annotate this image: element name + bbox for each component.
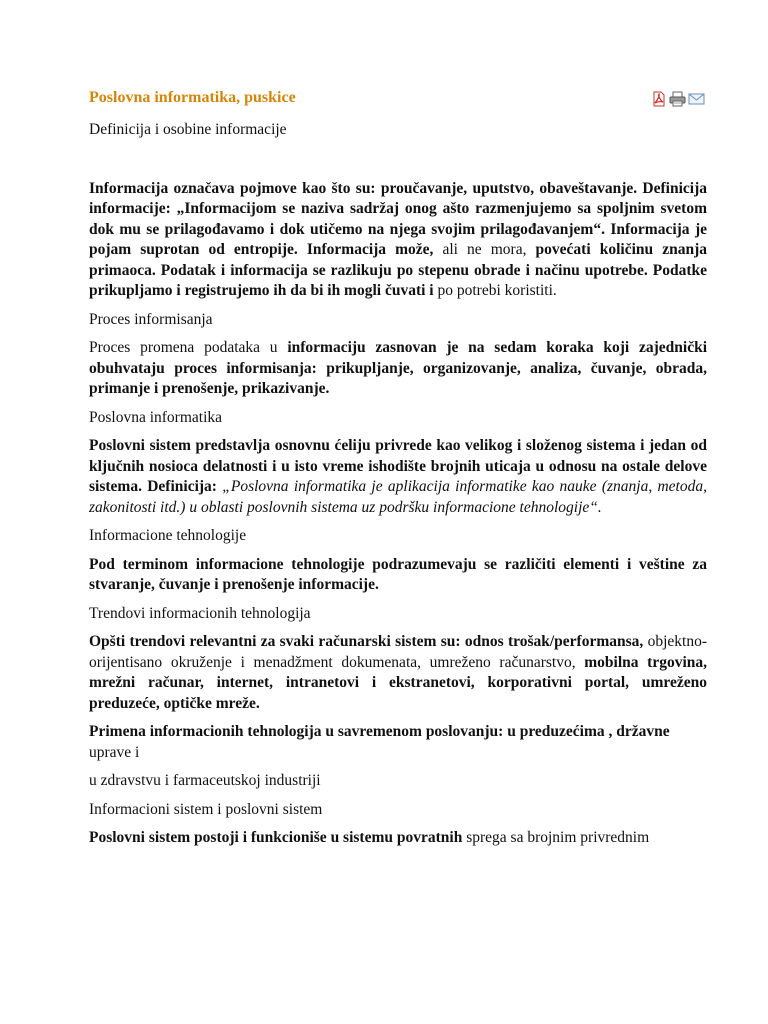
document-toolbar [651,91,705,107]
page-title: Poslovna informatika, puskice [89,89,296,106]
article-body [89,120,707,849]
paragraph-business-system: Poslovni sistem postoji i funkcioniše u sistemu povratnih sprega sa brojnim privrednim [89,829,650,846]
section-heading: Informacioni sistem i poslovni sistem [89,800,323,818]
paragraph-business-informatics: Poslovni sistem predstavlja osnovnu ćeliju privrede kao velikog i složenog sistema i jedan od ključnih nosioca delatnosti i u isto vreme ishodište brojnih uticaja u odnosu na ostale delove sistema. Definicija: „Poslovna informatika je aplikacija informatike kao nauke (znanja, metoda, zakonitosti itd.) u oblasti poslovnih sistema uz podršku informacione tehnologije“. [89,437,707,516]
email-icon[interactable] [688,91,705,107]
pdf-icon[interactable] [651,91,667,107]
section-heading: Trendovi informacionih tehnologija [89,604,311,622]
printer-icon[interactable] [669,91,686,107]
section-heading: Definicija i osobine informacije [89,121,287,138]
paragraph-health: u zdravstvu i farmaceutskoj industriji [89,772,321,789]
section-heading: Proces informisanja [89,310,213,328]
paragraph-trends: Opšti trendovi relevantni za svaki računarski sistem su: odnos trošak/performansa, objektno-orijentisano okruženje i menadžment dokumenata, umreženo računarstvo, mobilna trgovina, mrežni računar, internet, intranetovi i ekstranetovi, korporativni portal, umreženo preduzeće, optičke mreže. [89,633,708,712]
section-heading: Poslovna informatika [89,408,223,426]
section-heading: Informacione tehnologije [89,527,247,544]
paragraph-definition: Informacija označava pojmove kao što su: proučavanje, uputstvo, obaveštavanje. Definicija informacije: „Informacijom se naziva sadržaj onog ašto razmenjujemo sa spoljnim svetom dok mu se prilagođavamo i dok utičemo na njega svojim prilagođavanjem“. Informacija je pojam suprotan od entropije. Informacija može, ali ne mora, povećati količinu znanja primaoca. Podatak i informacija se razlikuju po stepenu obrade i načinu upotrebe. Podatke prikupljamo i registrujemo ih da bi ih mogli čuvati i po potrebi koristiti. [89,179,707,299]
paragraph-process: Proces promena podataka u informaciju zasnovan je na sedam koraka koji zajednički obuhvataju proces informisanja: prikupljanje, organizovanje, analiza, čuvanje, obrada, primanje i prenošenje, prikazivanje. [89,339,708,397]
paragraph-application: Primena informacionih tehnologija u savremenom poslovanju: u preduzećima , državne uprave i [89,723,670,761]
paragraph-info-tech: Pod terminom informacione tehnologije podrazumevaju se različiti elementi i veštine za stvaranje, čuvanje i prenošenje informacije. [89,555,707,593]
